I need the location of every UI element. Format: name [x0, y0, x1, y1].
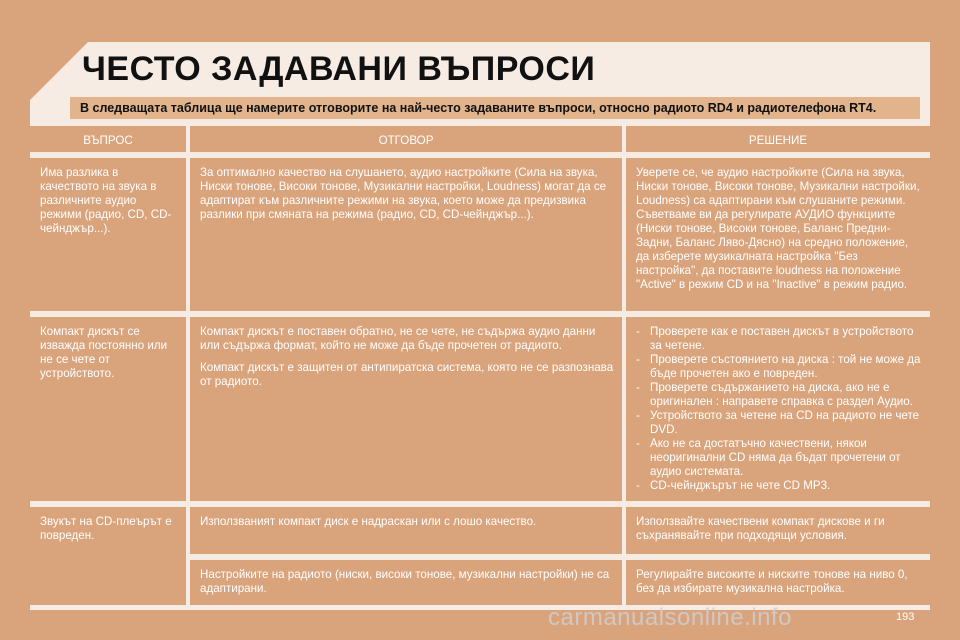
header-solution: РЕШЕНИЕ: [626, 126, 930, 152]
row2-answer-paragraph-2: Компакт дискът е защитен от антипиратска система, която не се разпознава от радиото.: [200, 361, 614, 388]
row2-answer: [190, 317, 622, 501]
row3-solution-a: Използвайте качествени компакт дискове и ги съхранявайте при подходящи условия.: [626, 507, 930, 554]
row2-solution-list: [636, 325, 922, 493]
page-subtitle: В следващата таблица ще намерите отговорите на най-често задаваните въпроси, относно радиото RD4 и радиотелефона RT4.: [70, 97, 920, 119]
row2-solution: [626, 317, 930, 501]
list-item: - Устройството за четене на CD на радиото не чете DVD.: [636, 409, 922, 437]
header-answer: ОТГОВОР: [190, 126, 622, 152]
page-title: ЧЕСТО ЗАДАВАНИ ВЪПРОСИ: [82, 50, 596, 88]
row1-answer: За оптимално качество на слушането, аудио настройките (Сила на звука, Ниски тонове, Високи тонове, Музикални настройки, Loudness) могат да се адаптират към различните режими на звука, което може да предизвика разлики при смяната на режима (радио, CD, CD-чейнджър...).: [190, 158, 622, 311]
row1-question: Има разлика в качеството на звука в различните аудио режими (радио, CD, CD-чейнджър...).: [30, 158, 186, 311]
row1-solution: Уверете се, че аудио настройките (Сила на звука, Ниски тонове, Високи тонове, Музикални настройки, Loudness) са адаптирани към слушаните режими. Съветваме ви да регулирате АУДИО функциите (Ниски тонове, Високи тонове, Баланс Предни-Задни, Баланс Ляво-Дясно) на средно положение, да изберете музикалната настройка "Без настройка", да поставите loudness на положение "Active" в режим CD и на "Inactive" в режим радио.: [626, 158, 930, 311]
page-number: 193: [896, 611, 915, 623]
row2-question: Компакт дискът се изважда постоянно или не се чете от устройството.: [30, 317, 186, 501]
row3-solution-b: Регулирайте високите и ниските тонове на ниво 0, без да избирате музикална настройка.: [626, 560, 930, 605]
list-item: - Ако не са достатъчно качествени, някои неоригинални CD няма да бъдат прочетени от аудио системата.: [636, 437, 922, 479]
header-question: ВЪПРОС: [30, 126, 186, 152]
list-item: - Проверете как е поставен дискът в устройството за четене.: [636, 325, 922, 353]
list-item: - Проверете състоянието на диска : той не може да бъде прочетен ако е повреден.: [636, 353, 922, 381]
row3-answer-b: Настройките на радиото (ниски, високи тонове, музикални настройки) не са адаптирани.: [190, 560, 622, 605]
list-item: - CD-чейнджърът не чете CD MP3.: [636, 479, 922, 493]
list-item: - Проверете съдържанието на диска, ако не е оригинален : направете справка с раздел Аудио.: [636, 381, 922, 409]
row3-answer-a: Използваният компакт диск е надраскан или с лошо качество.: [190, 507, 622, 554]
row2-answer-paragraph-1: Компакт дискът е поставен обратно, не се чете, не съдържа аудио данни или съдържа формат, който не може да бъде прочетен от радиото.: [200, 325, 596, 352]
watermark: carmanualsonline.info: [548, 604, 792, 631]
row3-question: Звукът на CD-плеърът е повреден.: [30, 507, 186, 605]
